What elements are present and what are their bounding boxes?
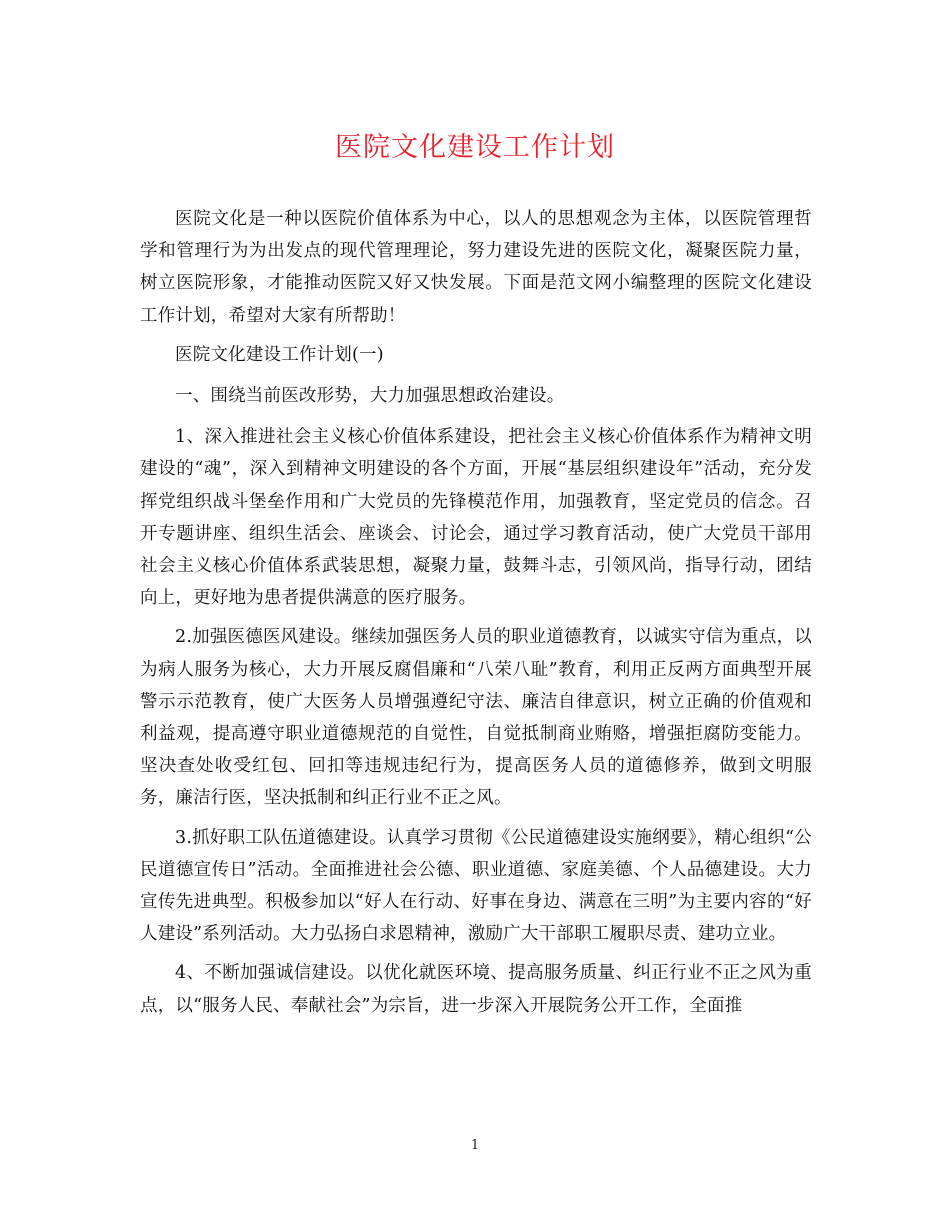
part-heading: 一、围绕当前医改形势，大力加强思想政治建设。	[175, 386, 565, 407]
paragraph-item-2: 2.加强医德医风建设。继续加强医务人员的职业道德教育，以诚实守信为重点，以为病人服务为核心，大力开展反腐倡廉和“八荣八耻”教育，利用正反两方面典型开展警示示范教育，使广大医务人员增强遵纪守法、廉洁自律意识，树立正确的价值观和利益观，提高遵守职业道德规范的自觉性，自觉抵制商业贿赂，增强拒腐防变能力。坚决查处收受红包、回扣等违规违纪行为，提高医务人员的道德修养，做到文明服务，廉洁行医，坚决抵制和纠正行业不正之风。	[140, 627, 812, 809]
section-heading: 医院文化建设工作计划(一)	[175, 344, 384, 365]
paragraph-item-1: 1、深入推进社会主义核心价值体系建设，把社会主义核心价值体系作为精神文明建设的“魂”，深入到精神文明建设的各个方面，开展“基层组织建设年”活动，充分发挥党组织战斗堡垒作用和广大党员的先锋模范作用，加强教育，坚定党员的信念。召开专题讲座、组织生活会、座谈会、讨论会，通过学习教育活动，使广大党员干部用社会主义核心价值体系武装思想，凝聚力量，鼓舞斗志，引领风尚，指导行动，团结向上，更好地为患者提供满意的医疗服务。	[140, 427, 812, 609]
intro-paragraph: 医院文化是一种以医院价值体系为中心，以人的思想观念为主体，以医院管理哲学和管理行为为出发点的现代管理理论，努力建设先进的医院文化，凝聚医院力量，树立医院形象，才能推动医院又好又快发展。下面是范文网小编整理的医院文化建设工作计划，希望对大家有所帮助！	[140, 209, 812, 326]
paragraph-item-4: 4、不断加强诚信建设。以优化就医环境、提高服务质量、纠正行业不正之风为重点，以“服务人民、奉献社会”为宗旨，进一步深入开展院务公开工作，全面推	[140, 963, 812, 1016]
document-title: 医院文化建设工作计划	[335, 132, 615, 163]
page-number: 1	[470, 1138, 480, 1153]
document-body	[140, 203, 812, 1029]
paragraph-item-3: 3.抓好职工队伍道德建设。认真学习贯彻《公民道德建设实施纲要》，精心组织“公民道德宣传日”活动。全面推进社会公德、职业道德、家庭美德、个人品德建设。大力宣传先进典型。积极参加以“好人在行动、好事在身边、满意在三明”为主要内容的“好人建设”系列活动。大力弘扬白求恩精神，激励广大干部职工履职尽责、建功立业。	[140, 827, 812, 945]
